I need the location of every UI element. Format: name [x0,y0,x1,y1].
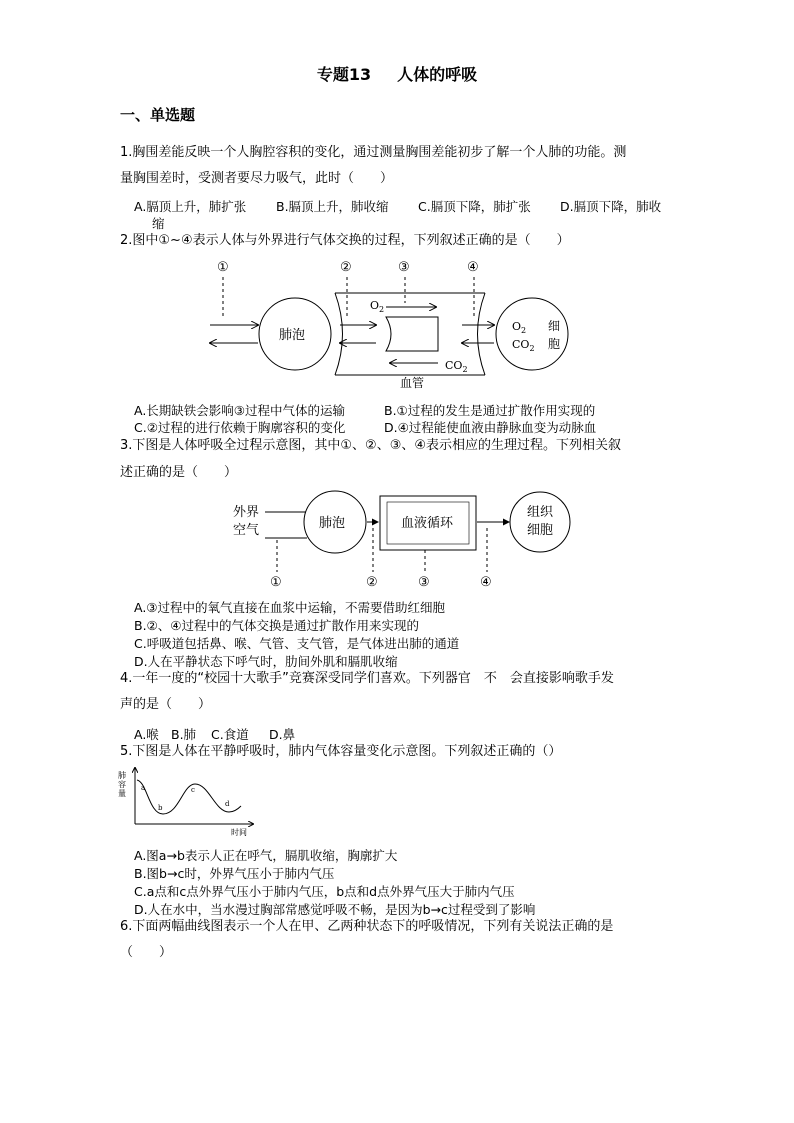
q2-option-a[interactable]: A.长期缺铁会影响③过程中气体的运输 [134,403,346,418]
y-label-1: 肺 [118,771,126,780]
point-d: d [225,800,230,808]
label-n4: ④ [480,575,492,590]
tissue-cell-circle [510,492,570,552]
label-n2: ② [340,260,352,275]
label-n4: ④ [467,260,479,275]
tissue-label-1: 组织 [527,505,554,520]
q1-option-d[interactable]: D.膈顶下降，肺收 [560,199,662,214]
q3-option-a[interactable]: A.③过程中的氧气直接在血浆中运输，不需要借助红细胞 [134,600,446,615]
q5-option-d[interactable]: D.人在水中，当水漫过胸部常感觉呼吸不畅，是因为b→c过程受到了影响 [134,902,536,917]
cell-co2-label: $CO_2$ [512,338,535,353]
page-title: 专题13 人体的呼吸 [316,65,478,84]
question-4-line2: 声的是（ ） [120,697,212,712]
question-2-stem: 2.图中①~④表示人体与外界进行气体交换的过程，下列叙述正确的是（ ） [120,233,570,248]
vessel-label: 血管 [400,376,425,390]
q2-option-b[interactable]: B.①过程的发生是通过扩散作用实现的 [384,403,596,418]
question-2-options-row1 [134,401,674,419]
question-6-line1: 6.下面两幅曲线图表示一个人在甲、乙两种状态下的呼吸情况，下列有关说法正确的是 [120,919,614,934]
q5-option-b[interactable]: B.图b→c时，外界气压小于肺内气压 [134,866,335,881]
alveolus-label: 肺泡 [279,328,306,343]
respiration-process-diagram [225,488,575,593]
question-1-line1: 1.胸围差能反映一个人胸腔容积的变化，通过测量胸围差能初步了解一个人肺的功能。测 [120,145,627,160]
q4-option-c[interactable]: C.食道 [211,727,249,742]
x-label: 时间 [231,828,247,837]
question-3-line1: 3.下图是人体呼吸全过程示意图，其中①、②、③、④表示相应的生理过程。下列相关叙 [120,438,622,453]
label-n1: ① [217,260,229,275]
q5-option-c[interactable]: C.a点和c点外界气压小于肺内气压，b点和d点外界气压大于肺内气压 [134,884,515,899]
o2-top-label: $O_2$ [370,299,385,314]
label-n3: ③ [398,260,410,275]
co2-bottom-label: $CO_2$ [445,359,468,374]
q2-option-c[interactable]: C.②过程的进行依赖于胸廓容积的变化 [134,420,346,435]
q4-option-a[interactable]: A.喉 [134,727,159,742]
y-label-3: 量 [118,789,126,798]
question-4-line1: 4.一年一度的“校园十大歌手”竞赛深受同学们喜欢。下列器官 不 会直接影响歌手发 [120,671,614,686]
lung-volume-chart [117,766,257,838]
section-heading: 一、单选题 [120,106,196,124]
cell-label-1: 细 [548,319,561,333]
point-c: c [191,786,195,794]
outer-air-1: 外界 [233,505,260,520]
question-1-line2: 量胸围差时，受测者要尽力吸气，此时（ ） [120,171,394,186]
q1-option-a[interactable]: A.膈顶上升，肺扩张 [134,199,247,214]
vessel-right [478,293,486,375]
q1-option-b[interactable]: B.膈顶上升，肺收缩 [276,199,389,214]
question-3-line2: 述正确的是（ ） [120,465,238,480]
outer-air-2: 空气 [233,523,260,538]
label-n3: ③ [418,575,430,590]
question-1-options [134,197,674,215]
trachea [265,512,307,538]
q4-option-b[interactable]: B.肺 [171,727,197,742]
point-b: b [158,804,163,812]
label-n2: ② [366,575,378,590]
q2-option-d[interactable]: D.④过程能使血液由静脉血变为动脉血 [384,420,597,435]
q3-option-c[interactable]: C.呼吸道包括鼻、喉、气管、支气管，是气体进出肺的通道 [134,636,460,651]
blood-label: 血液循环 [401,516,454,531]
cell-label-2: 胞 [548,337,561,351]
q3-option-b[interactable]: B.②、④过程中的气体交换是通过扩散作用来实现的 [134,618,419,633]
alveolus-label: 肺泡 [319,516,346,531]
q1-option-c[interactable]: C.膈顶下降，肺扩张 [418,199,531,214]
point-a: a [141,784,146,792]
question-5-stem: 5.下图是人体在平静呼吸时，肺内气体容量变化示意图。下列叙述正确的（） [120,744,562,759]
question-6-line2: （ ） [120,945,173,960]
capillary-box [386,317,438,351]
cell-circle [496,298,568,370]
volume-curve [137,780,241,814]
q3-option-d[interactable]: D.人在平静状态下呼气时，肋间外肌和膈肌收缩 [134,654,398,669]
gas-exchange-diagram [200,255,620,395]
cell-o2-label: $O_2$ [512,320,527,335]
vessel-left [335,293,343,375]
q4-option-d[interactable]: D.鼻 [269,727,296,742]
y-label-2: 容 [118,780,126,789]
q5-option-a[interactable]: A.图a→b表示人正在呼气，膈肌收缩，胸廓扩大 [134,848,398,863]
label-n1: ① [270,575,282,590]
q1-option-wrap: 缩 [152,216,165,231]
tissue-label-2: 细胞 [527,523,554,538]
